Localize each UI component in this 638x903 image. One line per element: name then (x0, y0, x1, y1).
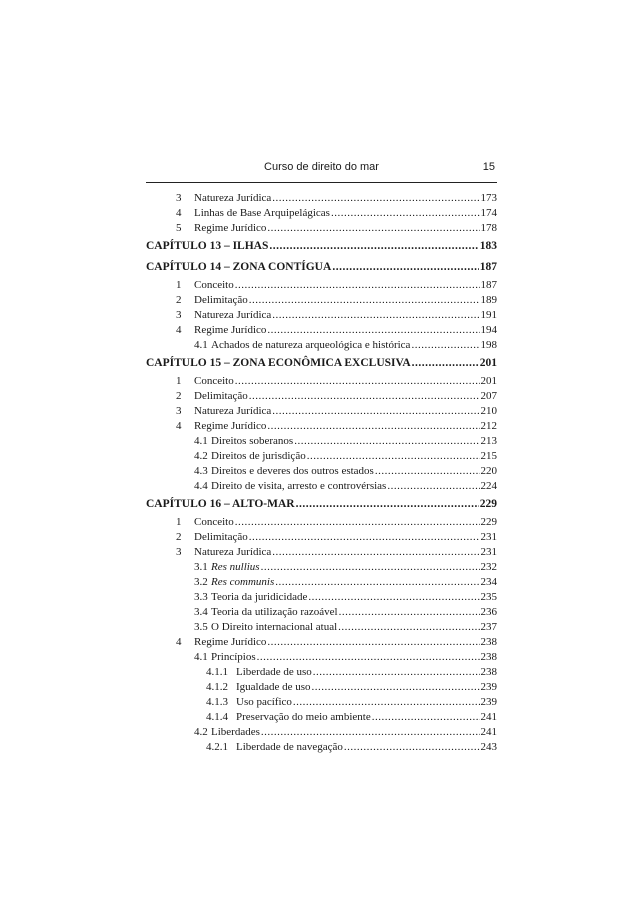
toc-entry-number: 4.1 (194, 435, 208, 447)
toc-page-number: 187 (480, 279, 497, 291)
toc-dot-leader (307, 449, 480, 464)
toc-entry-label: Liberdade de uso (236, 666, 312, 678)
toc-entry (146, 479, 497, 494)
toc-dot-leader (272, 308, 479, 323)
toc-entry (146, 605, 497, 620)
toc-entry (146, 338, 497, 353)
toc-entry (146, 206, 497, 221)
toc-page-number: 231 (480, 546, 497, 558)
toc-page-number: 235 (480, 591, 497, 603)
toc-page-number: 238 (480, 651, 497, 663)
toc-page-number: 236 (480, 606, 497, 618)
toc-entry-number: 4.2 (194, 450, 208, 462)
toc-entry-number: 4 (176, 420, 182, 432)
toc-dot-leader (235, 515, 480, 530)
toc-entry-label: Regime Jurídico (194, 420, 267, 432)
toc-entry-label: Igualdade de uso (236, 681, 311, 693)
toc-dot-leader (411, 338, 479, 353)
toc-entry-label: Delimitação (194, 390, 248, 402)
toc-entry-number: 4.1.4 (206, 711, 228, 723)
toc-entry (146, 449, 497, 464)
toc-entry-label: Natureza Jurídica (194, 192, 272, 204)
toc-dot-leader (331, 206, 480, 221)
toc-entry-number: 3.3 (194, 591, 208, 603)
toc-entry-label: Teoria da juridicidade (211, 591, 308, 603)
toc-entry-label: Princípios (211, 651, 256, 663)
toc-entry-label: Direito de visita, arresto e controvérsias (211, 480, 387, 492)
toc-page-number: 220 (480, 465, 497, 477)
toc-entry (146, 695, 497, 710)
toc-entry (146, 404, 497, 419)
toc-entry-number: 4.2.1 (206, 741, 228, 753)
toc-entry-label: Direitos de jurisdição (211, 450, 306, 462)
toc-dot-leader (412, 353, 479, 374)
toc-entry-label: Conceito (194, 516, 234, 528)
toc-chapter-entry (146, 236, 497, 257)
toc-entry-label: Achados de natureza arqueológica e histórica (211, 339, 411, 351)
toc-entry (146, 530, 497, 545)
toc-dot-leader (235, 278, 480, 293)
toc-dot-leader (249, 530, 480, 545)
toc-entry-label: Regime Jurídico (194, 324, 267, 336)
toc-entry (146, 308, 497, 323)
toc-dot-leader (275, 575, 479, 590)
toc-entry-number: 4.1.2 (206, 681, 228, 693)
toc-page-number: 238 (480, 636, 497, 648)
toc-page-number: 174 (480, 207, 497, 219)
toc-entry-number: 1 (176, 279, 182, 291)
toc-entry (146, 323, 497, 338)
toc-dot-leader (313, 665, 480, 680)
toc-entry-number: 2 (176, 294, 182, 306)
toc-dot-leader (344, 740, 480, 755)
toc-dot-leader (338, 620, 479, 635)
toc-entry-label: Regime Jurídico (194, 222, 267, 234)
toc-dot-leader (235, 374, 480, 389)
toc-entry (146, 464, 497, 479)
toc-entry (146, 740, 497, 755)
toc-page-number: 229 (479, 498, 497, 510)
toc-entry (146, 635, 497, 650)
toc-entry (146, 590, 497, 605)
toc-entry-label: Regime Jurídico (194, 636, 267, 648)
toc-dot-leader (375, 464, 480, 479)
toc-entry-number: 4 (176, 324, 182, 336)
toc-entry-label: Uso pacífico (236, 696, 292, 708)
toc-entry-label: Teoria da utilização razoável (211, 606, 338, 618)
toc-page-number: 231 (480, 531, 497, 543)
toc-entry-number: 3 (176, 546, 182, 558)
toc-chapter-entry (146, 257, 497, 278)
toc-page-number: 215 (480, 450, 497, 462)
toc-page-number: 198 (480, 339, 497, 351)
toc-page-number: 173 (480, 192, 497, 204)
toc-entry-label: Conceito (194, 375, 234, 387)
toc-entry-label: Natureza Jurídica (194, 546, 272, 558)
toc-entry (146, 665, 497, 680)
toc-dot-leader (261, 725, 480, 740)
toc-entry-number: 5 (176, 222, 182, 234)
toc-entry (146, 560, 497, 575)
toc-entry-number: 4 (176, 636, 182, 648)
toc-page-number: 213 (480, 435, 497, 447)
toc-dot-leader (294, 434, 479, 449)
toc-dot-leader (257, 650, 480, 665)
toc-chapter-title: CAPÍTULO 14 – ZONA CONTÍGUA (146, 261, 332, 273)
toc-entry (146, 575, 497, 590)
toc-dot-leader (249, 389, 480, 404)
toc-entry-number: 3.2 (194, 576, 208, 588)
table-of-contents (146, 191, 497, 755)
toc-entry (146, 620, 497, 635)
toc-dot-leader (332, 257, 478, 278)
toc-entry-number: 1 (176, 375, 182, 387)
toc-entry-number: 3 (176, 309, 182, 321)
toc-page-number: 241 (480, 726, 497, 738)
toc-entry-label: Natureza Jurídica (194, 309, 272, 321)
toc-entry-label: Delimitação (194, 294, 248, 306)
toc-page-number: 187 (479, 261, 497, 273)
toc-entry (146, 191, 497, 206)
toc-entry-number: 4.2 (194, 726, 208, 738)
toc-entry-label: Preservação do meio ambiente (236, 711, 371, 723)
toc-entry-label: Linhas de Base Arquipelágicas (194, 207, 330, 219)
toc-entry (146, 374, 497, 389)
toc-entry-number: 3 (176, 405, 182, 417)
toc-entry (146, 650, 497, 665)
toc-entry-number: 2 (176, 390, 182, 402)
toc-entry-number: 1 (176, 516, 182, 528)
toc-entry-number: 3.1 (194, 561, 208, 573)
toc-entry (146, 710, 497, 725)
toc-entry-number: 4.1 (194, 339, 208, 351)
toc-page-number: 183 (479, 240, 497, 252)
toc-dot-leader (339, 605, 480, 620)
toc-chapter-entry (146, 494, 497, 515)
toc-dot-leader (272, 404, 479, 419)
toc-entry-label: Liberdade de navegação (236, 741, 343, 753)
toc-entry-label: Delimitação (194, 531, 248, 543)
toc-entry-label: O Direito internacional atual (211, 621, 338, 633)
toc-entry-number: 3 (176, 192, 182, 204)
toc-entry-number: 4.1.3 (206, 696, 228, 708)
toc-page-number: 201 (479, 357, 497, 369)
toc-page-number: 237 (480, 621, 497, 633)
toc-page-number: 241 (480, 711, 497, 723)
toc-entry-number: 4.3 (194, 465, 208, 477)
toc-dot-leader (267, 323, 479, 338)
toc-entry (146, 725, 497, 740)
toc-dot-leader (312, 680, 480, 695)
toc-entry (146, 434, 497, 449)
toc-page-number: 238 (480, 666, 497, 678)
toc-page-number: 178 (480, 222, 497, 234)
toc-entry-label: Conceito (194, 279, 234, 291)
toc-entry-number: 4.1.1 (206, 666, 228, 678)
toc-entry-label: Natureza Jurídica (194, 405, 272, 417)
toc-dot-leader (269, 236, 478, 257)
toc-chapter-entry (146, 353, 497, 374)
toc-entry (146, 680, 497, 695)
toc-entry-number: 4.1 (194, 651, 208, 663)
toc-page-number: 210 (480, 405, 497, 417)
toc-chapter-title: CAPÍTULO 13 – ILHAS (146, 240, 269, 252)
toc-page-number: 201 (480, 375, 497, 387)
toc-dot-leader (267, 419, 479, 434)
toc-page-number: 191 (480, 309, 497, 321)
toc-dot-leader (249, 293, 480, 308)
toc-entry-label: Direitos e deveres dos outros estados (211, 465, 374, 477)
toc-entry-number: 3.5 (194, 621, 208, 633)
toc-dot-leader (272, 545, 479, 560)
toc-entry (146, 389, 497, 404)
toc-page-number: 189 (480, 294, 497, 306)
toc-page-number: 243 (480, 741, 497, 753)
toc-entry (146, 221, 497, 236)
toc-entry-label: Direitos soberanos (211, 435, 294, 447)
toc-dot-leader (372, 710, 480, 725)
toc-page-number: 234 (480, 576, 497, 588)
running-header-title: Curso de direito do mar (264, 161, 379, 173)
toc-entry (146, 293, 497, 308)
toc-dot-leader (387, 479, 479, 494)
toc-chapter-title: CAPÍTULO 15 – ZONA ECONÔMICA EXCLUSIVA (146, 357, 411, 369)
toc-entry-label: Res nullius (211, 561, 260, 573)
toc-entry-number: 4 (176, 207, 182, 219)
toc-dot-leader (308, 590, 479, 605)
toc-dot-leader (272, 191, 479, 206)
toc-dot-leader (267, 635, 479, 650)
running-header (146, 158, 497, 183)
toc-dot-leader (293, 695, 480, 710)
toc-page-number: 207 (480, 390, 497, 402)
toc-page-number: 232 (480, 561, 497, 573)
toc-entry-label: Liberdades (211, 726, 260, 738)
toc-page-number: 239 (480, 681, 497, 693)
toc-dot-leader (267, 221, 479, 236)
toc-entry (146, 515, 497, 530)
toc-entry-number: 4.4 (194, 480, 208, 492)
toc-page-number: 229 (480, 516, 497, 528)
toc-entry-number: 3.4 (194, 606, 208, 618)
toc-page-number: 224 (480, 480, 497, 492)
page-number: 15 (482, 161, 495, 173)
toc-entry (146, 419, 497, 434)
toc-dot-leader (261, 560, 480, 575)
toc-dot-leader (296, 494, 479, 515)
toc-chapter-title: CAPÍTULO 16 – ALTO-MAR (146, 498, 295, 510)
toc-page-number: 239 (480, 696, 497, 708)
toc-page-number: 194 (480, 324, 497, 336)
toc-entry-label: Res communis (211, 576, 275, 588)
toc-entry (146, 545, 497, 560)
toc-entry-number: 2 (176, 531, 182, 543)
toc-entry (146, 278, 497, 293)
toc-page-number: 212 (480, 420, 497, 432)
